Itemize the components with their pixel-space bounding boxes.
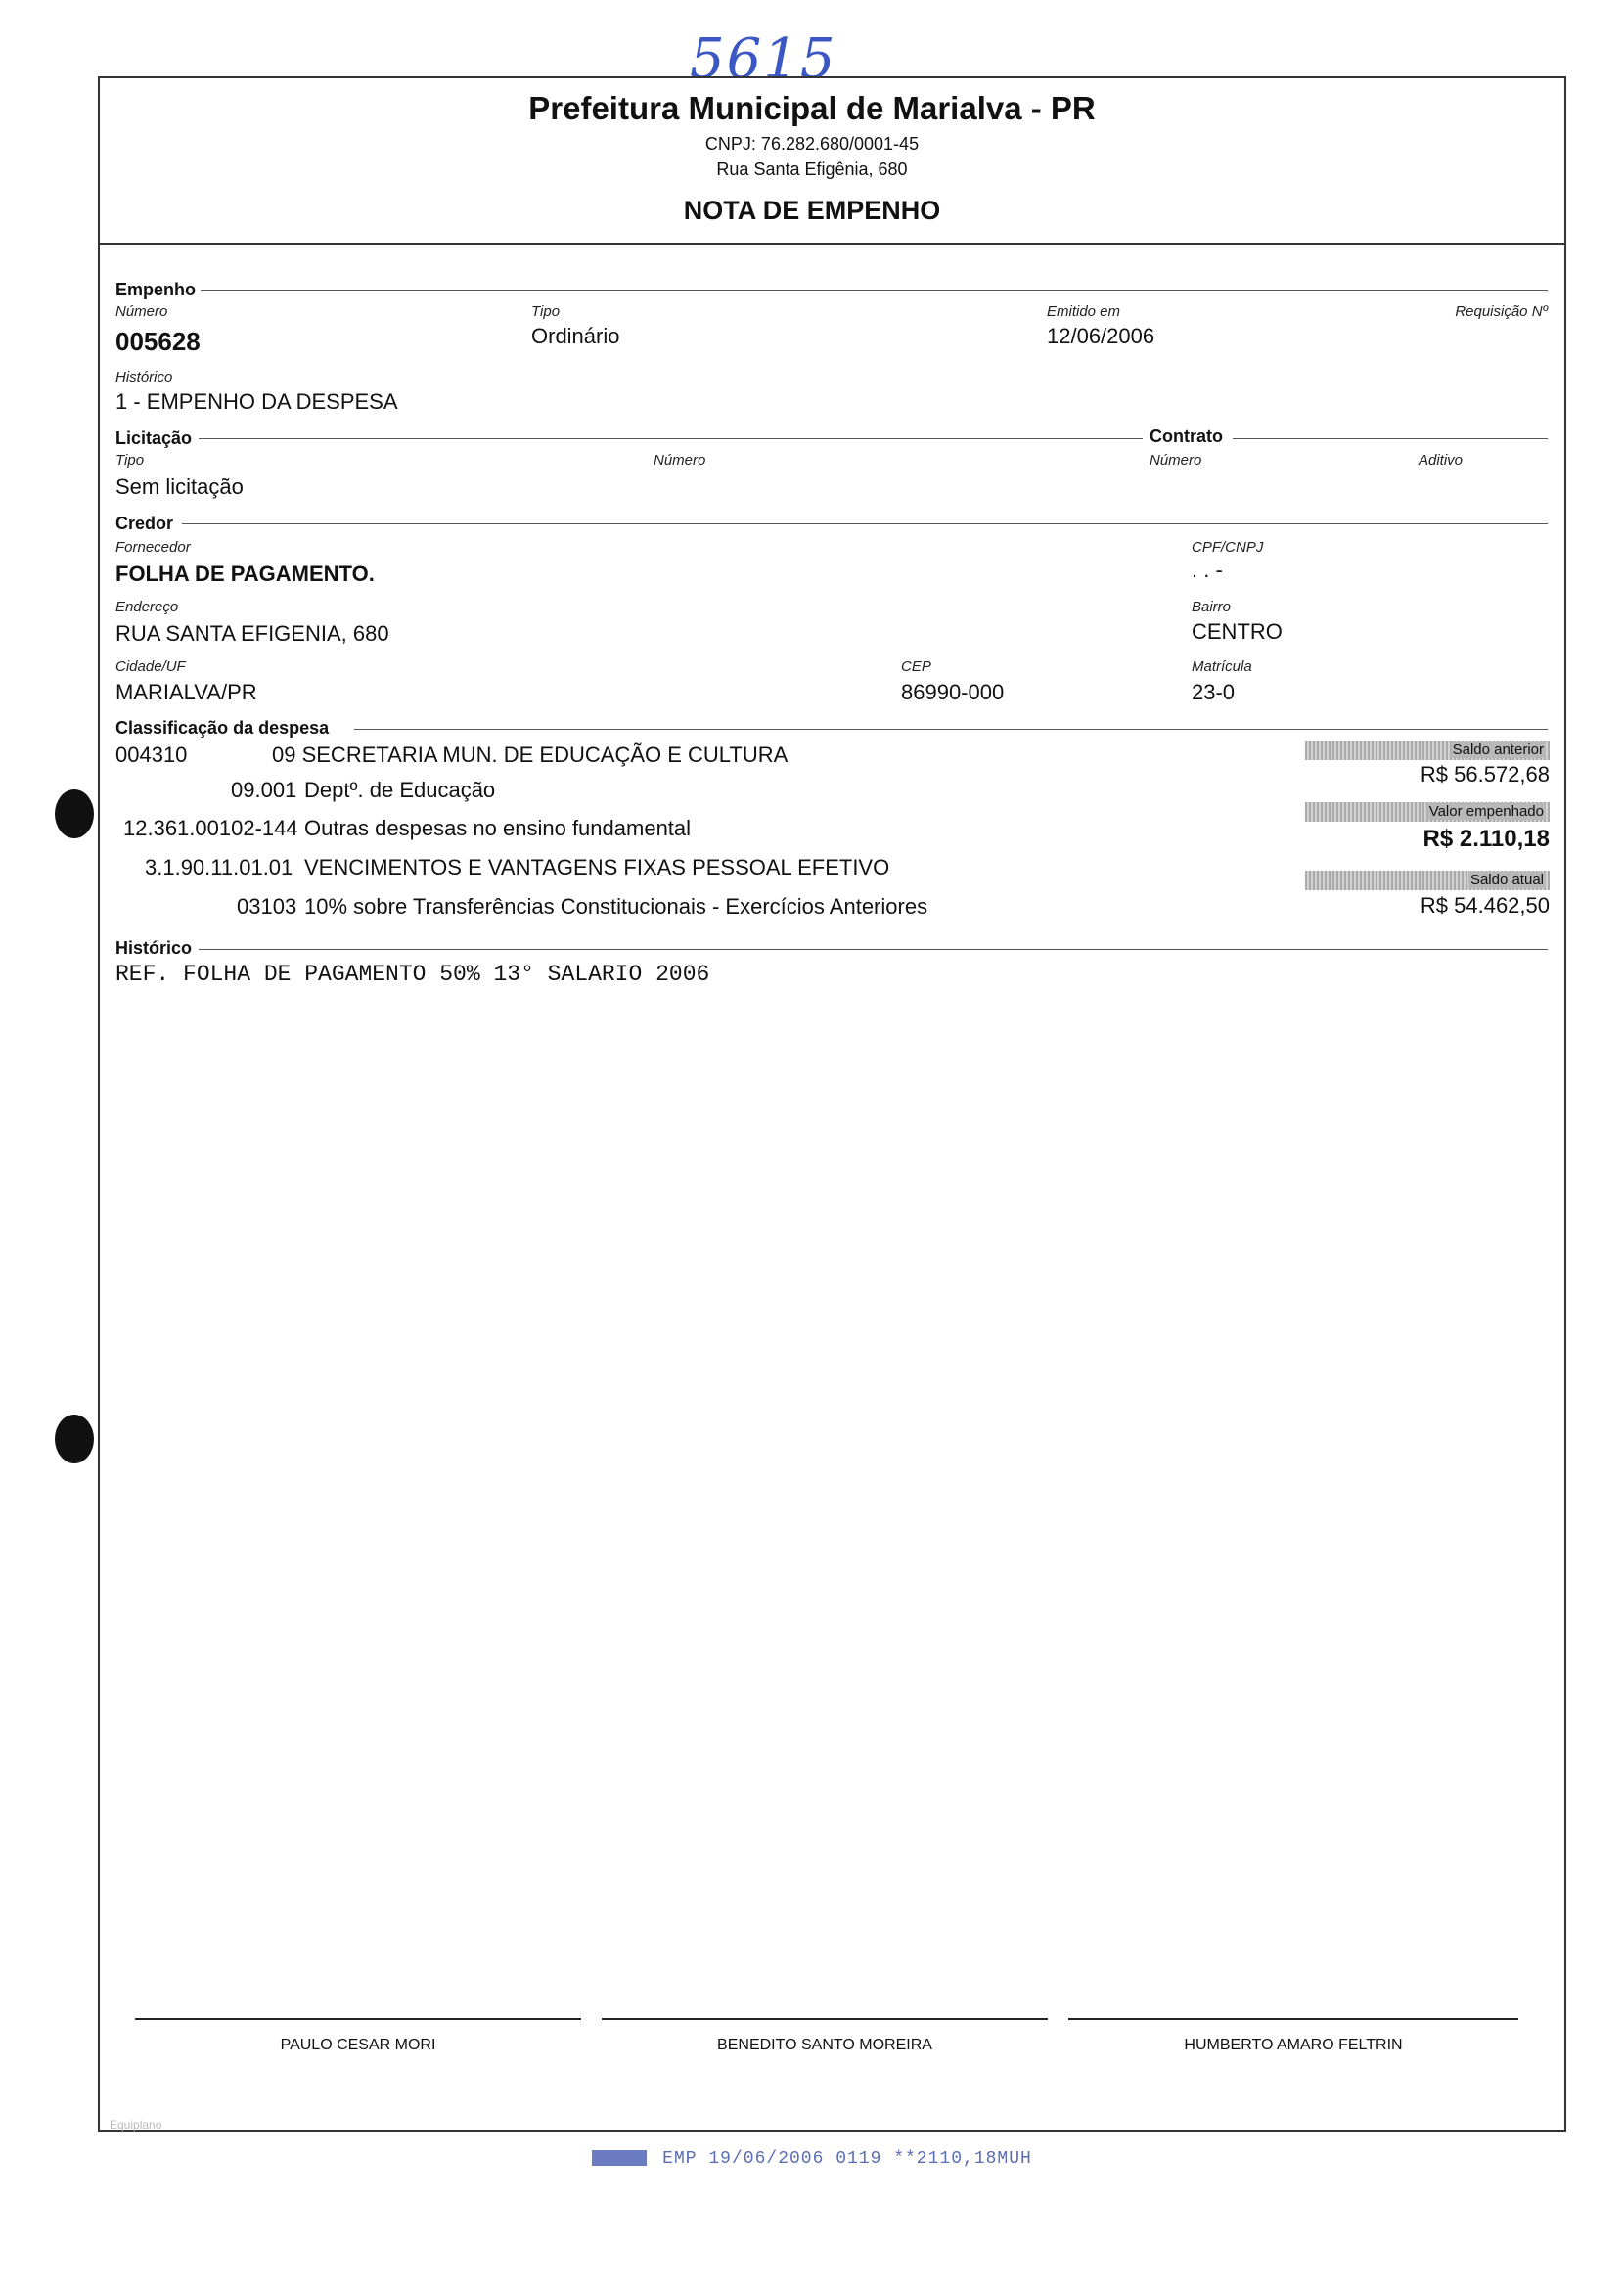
stamp-logo-icon [592,2150,647,2166]
empenho-numero-label: Número [115,303,168,320]
signature-name: BENEDITO SANTO MOREIRA [717,2037,932,2053]
classificacao-section-title: Classificação da despesa [115,718,330,738]
endereco-value: RUA SANTA EFIGENIA, 680 [115,621,389,646]
saldo-anterior-bar [1305,741,1550,760]
classificacao-code: 12.361.00102-144 [123,816,298,840]
contrato-numero-label: Número [1150,452,1202,469]
document-frame [98,76,1566,2132]
credor-section-title: Credor [115,514,174,533]
matricula-label: Matrícula [1192,658,1252,675]
valor-empenhado-label: Valor empenhado [1428,803,1544,820]
header-separator [98,243,1564,245]
fornecedor-label: Fornecedor [115,539,191,556]
punch-hole [55,1415,94,1463]
classificacao-text: Deptº. de Educação [304,778,496,802]
licitacao-tipo: Sem licitação [115,474,244,499]
valor-empenhado-bar [1305,802,1550,822]
classificacao-code: 03103 [237,894,297,919]
signature-name: HUMBERTO AMARO FELTRIN [1184,2037,1403,2053]
bairro-label: Bairro [1192,599,1232,615]
empenho-section-title: Empenho [115,280,197,299]
matricula-value: 23-0 [1192,680,1236,704]
document-type: NOTA DE EMPENHO [683,196,941,225]
credor-rule [182,523,1548,524]
cpf-cnpj-value: . . - [1192,558,1223,582]
saldo-atual-value: R$ 54.462,50 [1420,893,1550,918]
classificacao-code: 09.001 [231,778,297,802]
cidade-value: MARIALVA/PR [115,680,257,704]
classificacao-text: Outras despesas no ensino fundamental [304,816,692,840]
saldo-atual-bar [1305,871,1550,890]
signature-line [602,2018,1048,2020]
cpf-cnpj-label: CPF/CNPJ [1192,539,1264,556]
saldo-atual-label: Saldo atual [1469,872,1544,888]
empenho-historico: 1 - EMPENHO DA DESPESA [115,389,398,414]
municipality-title: Prefeitura Municipal de Marialva - PR [528,90,1096,126]
classificacao-rule [354,729,1548,730]
licitacao-rule [199,438,1143,439]
signature-line [135,2018,581,2020]
footer-watermark: Equiplano [110,2118,162,2132]
cidade-label: Cidade/UF [115,658,186,675]
contrato-rule [1233,438,1548,439]
classificacao-text: 10% sobre Transferências Constitucionais - Exercícios Anteriores [304,894,928,919]
endereco-label: Endereço [115,599,179,615]
licitacao-section-title: Licitação [115,428,193,448]
empenho-tipo-label: Tipo [531,303,561,320]
contrato-section-title: Contrato [1150,427,1223,446]
classificacao-text: 09 SECRETARIA MUN. DE EDUCAÇÃO E CULTURA [272,742,789,767]
bairro-value: CENTRO [1192,619,1283,644]
address-line: Rua Santa Efigênia, 680 [716,159,908,179]
signature-name: PAULO CESAR MORI [280,2037,436,2053]
classificacao-text: VENCIMENTOS E VANTAGENS FIXAS PESSOAL EFETIVO [304,855,890,879]
classificacao-code: 004310 [115,742,188,767]
contrato-aditivo-label: Aditivo [1419,452,1464,469]
licitacao-numero-label: Número [654,452,706,469]
emitido-date: 12/06/2006 [1047,324,1155,348]
historico-rule [199,949,1548,950]
cep-value: 86990-000 [901,680,1005,704]
historico-text: REF. FOLHA DE PAGAMENTO 50% 13° SALARIO 2006 [115,962,710,987]
stamp-text: EMP 19/06/2006 0119 **2110,18MUH [662,2149,1032,2169]
historico-section-title: Histórico [115,938,193,958]
processing-stamp [0,2149,1624,2169]
empenho-tipo: Ordinário [531,324,620,348]
cep-label: CEP [901,658,931,675]
signature-line [1068,2018,1518,2020]
emitido-label: Emitido em [1047,303,1121,320]
saldo-anterior-value: R$ 56.572,68 [1420,762,1550,786]
cnpj-line: CNPJ: 76.282.680/0001-45 [704,134,920,154]
empenho-historico-label: Histórico [115,369,173,385]
requisicao-label: Requisição Nº [1455,303,1548,320]
classificacao-code: 3.1.90.11.01.01 [145,855,293,879]
fornecedor-name: FOLHA DE PAGAMENTO. [115,562,375,586]
saldo-anterior-label: Saldo anterior [1452,742,1544,758]
empenho-numero: 005628 [115,327,201,356]
punch-hole [55,789,94,838]
licitacao-tipo-label: Tipo [115,452,145,469]
valor-empenhado-value: R$ 2.110,18 [1422,826,1550,852]
empenho-rule [201,290,1548,291]
handwritten-page-number: 5615 [690,27,837,91]
